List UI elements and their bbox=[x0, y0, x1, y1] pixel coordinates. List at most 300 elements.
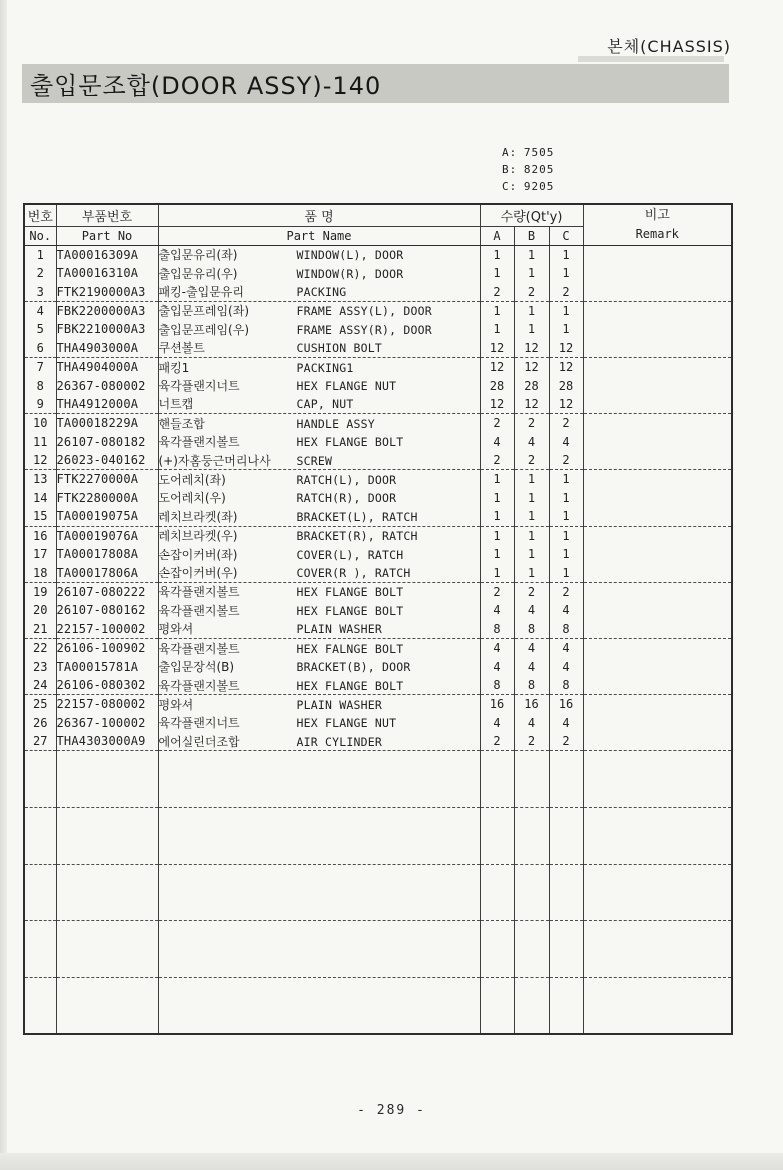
table-row bbox=[24, 245, 732, 264]
cell-part-name bbox=[158, 657, 480, 676]
cell-qty-a: 12 bbox=[480, 357, 514, 376]
part-name-korean: 레치브라켓(우) bbox=[158, 529, 238, 544]
cell-remark bbox=[583, 414, 732, 433]
cell-remark bbox=[583, 676, 732, 695]
cell-remark bbox=[583, 545, 732, 564]
part-name-korean: 육각플랜지볼트 bbox=[158, 641, 240, 656]
cell-remark bbox=[583, 695, 732, 714]
part-name-english: HEX FLANGE BOLT bbox=[296, 678, 404, 693]
cell-no: 23 bbox=[24, 657, 56, 676]
empty-cell bbox=[514, 751, 549, 808]
cell-part-no: TA00016309A bbox=[56, 245, 158, 264]
cell-no: 6 bbox=[24, 339, 56, 358]
cell-remark bbox=[583, 395, 732, 414]
cell-no: 25 bbox=[24, 695, 56, 714]
cell-qty-c: 4 bbox=[549, 432, 583, 451]
empty-cell bbox=[24, 977, 56, 1034]
cell-part-name bbox=[158, 451, 480, 470]
cell-remark bbox=[583, 245, 732, 264]
header-no-en: No. bbox=[24, 226, 56, 245]
cell-part-no: 26107-080162 bbox=[56, 601, 158, 620]
empty-cell bbox=[514, 807, 549, 864]
cell-remark bbox=[583, 357, 732, 376]
cell-qty-b: 2 bbox=[514, 414, 549, 433]
cell-qty-c: 1 bbox=[549, 563, 583, 582]
cell-qty-a: 4 bbox=[480, 657, 514, 676]
cell-remark bbox=[583, 339, 732, 358]
cell-no: 18 bbox=[24, 563, 56, 582]
empty-cell bbox=[56, 977, 158, 1034]
cell-qty-a: 16 bbox=[480, 695, 514, 714]
part-name-korean: 육각플랜지볼트 bbox=[158, 603, 240, 618]
cell-qty-a: 12 bbox=[480, 395, 514, 414]
cell-part-no: THA4903000A bbox=[56, 339, 158, 358]
cell-qty-c: 4 bbox=[549, 713, 583, 732]
empty-cell bbox=[583, 864, 732, 921]
empty-cell bbox=[549, 864, 583, 921]
empty-cell bbox=[158, 807, 480, 864]
empty-cell bbox=[549, 751, 583, 808]
part-name-english: BRACKET(B), DOOR bbox=[296, 660, 411, 675]
table-row bbox=[24, 676, 732, 695]
cell-part-no: 26023-040162 bbox=[56, 451, 158, 470]
cell-qty-c: 2 bbox=[549, 414, 583, 433]
header-qty-b: B bbox=[514, 226, 549, 245]
part-name-english: HEX FLANGE BOLT bbox=[296, 603, 404, 618]
cell-qty-b: 4 bbox=[514, 657, 549, 676]
cell-qty-b: 1 bbox=[514, 301, 549, 320]
cell-qty-b: 2 bbox=[514, 282, 549, 301]
cell-remark bbox=[583, 563, 732, 582]
part-name-english: HEX FALNGE BOLT bbox=[296, 641, 404, 656]
cell-qty-c: 8 bbox=[549, 620, 583, 639]
cell-part-no: TA00017808A bbox=[56, 545, 158, 564]
table-row bbox=[24, 432, 732, 451]
legend-item-c: C: 9205 bbox=[502, 180, 555, 193]
part-name-english: AIR CYLINDER bbox=[296, 734, 382, 749]
part-name-english: HEX FLANGE BOLT bbox=[296, 435, 404, 450]
cell-no: 19 bbox=[24, 582, 56, 601]
empty-cell bbox=[549, 921, 583, 978]
cell-qty-b: 1 bbox=[514, 245, 549, 264]
cell-part-name bbox=[158, 414, 480, 433]
cell-no: 1 bbox=[24, 245, 56, 264]
cell-qty-a: 1 bbox=[480, 470, 514, 489]
header-partno-en: Part No bbox=[56, 226, 158, 245]
table-row bbox=[24, 414, 732, 433]
cell-remark bbox=[583, 713, 732, 732]
cell-qty-b: 2 bbox=[514, 582, 549, 601]
table-row bbox=[24, 563, 732, 582]
cell-qty-b: 8 bbox=[514, 676, 549, 695]
cell-part-name bbox=[158, 713, 480, 732]
cell-qty-b: 4 bbox=[514, 713, 549, 732]
cell-qty-a: 8 bbox=[480, 676, 514, 695]
part-name-english: WINDOW(R), DOOR bbox=[296, 266, 404, 281]
cell-part-name bbox=[158, 601, 480, 620]
part-name-korean: 평와셔 bbox=[158, 622, 194, 637]
legend-item-a: A: 7505 bbox=[502, 146, 555, 159]
part-name-english: RATCH(L), DOOR bbox=[296, 472, 397, 487]
empty-cell bbox=[480, 977, 514, 1034]
cell-qty-c: 1 bbox=[549, 526, 583, 545]
part-name-english: PACKING bbox=[296, 285, 347, 300]
title-bar bbox=[22, 64, 729, 103]
part-name-korean: 도어레치(우) bbox=[158, 491, 226, 506]
cell-qty-c: 1 bbox=[549, 489, 583, 508]
part-name-english: BRACKET(L), RATCH bbox=[296, 509, 418, 524]
cell-qty-a: 1 bbox=[480, 563, 514, 582]
cell-remark bbox=[583, 451, 732, 470]
cell-no: 10 bbox=[24, 414, 56, 433]
cell-qty-b: 2 bbox=[514, 451, 549, 470]
header-remark bbox=[583, 204, 732, 245]
cell-qty-b: 28 bbox=[514, 376, 549, 395]
cell-part-no: FTK2190000A3 bbox=[56, 282, 158, 301]
cell-remark bbox=[583, 601, 732, 620]
cell-part-no: THA4303000A9 bbox=[56, 732, 158, 751]
cell-part-no: TA00019075A bbox=[56, 507, 158, 526]
cell-qty-c: 1 bbox=[549, 264, 583, 283]
cell-no: 13 bbox=[24, 470, 56, 489]
cell-qty-c: 1 bbox=[549, 245, 583, 264]
empty-cell bbox=[56, 864, 158, 921]
part-name-english: BRACKET(R), RATCH bbox=[296, 529, 418, 544]
cell-remark bbox=[583, 507, 732, 526]
cell-part-name bbox=[158, 620, 480, 639]
cell-qty-c: 16 bbox=[549, 695, 583, 714]
cell-no: 20 bbox=[24, 601, 56, 620]
cell-qty-c: 12 bbox=[549, 357, 583, 376]
table-row bbox=[24, 301, 732, 320]
part-name-korean: 패킹-출입문유리 bbox=[158, 285, 244, 300]
empty-cell bbox=[24, 807, 56, 864]
cell-qty-a: 4 bbox=[480, 638, 514, 657]
part-name-korean: 육각플랜지볼트 bbox=[158, 435, 240, 450]
cell-no: 3 bbox=[24, 282, 56, 301]
parts-table bbox=[23, 203, 733, 1035]
table-row bbox=[24, 339, 732, 358]
cell-qty-b: 1 bbox=[514, 507, 549, 526]
cell-qty-a: 4 bbox=[480, 713, 514, 732]
cell-part-no: THA4904000A bbox=[56, 357, 158, 376]
cell-qty-c: 8 bbox=[549, 676, 583, 695]
cell-qty-c: 1 bbox=[549, 470, 583, 489]
cell-part-no: 26107-080222 bbox=[56, 582, 158, 601]
header-partname-en: Part Name bbox=[158, 226, 480, 245]
cell-part-no: FBK2210000A3 bbox=[56, 320, 158, 339]
empty-cell bbox=[158, 751, 480, 808]
empty-cell bbox=[24, 864, 56, 921]
cell-part-name bbox=[158, 638, 480, 657]
empty-cell bbox=[56, 751, 158, 808]
cell-part-name bbox=[158, 395, 480, 414]
cell-remark bbox=[583, 470, 732, 489]
empty-cell bbox=[514, 977, 549, 1034]
cell-qty-a: 2 bbox=[480, 451, 514, 470]
empty-cell bbox=[514, 921, 549, 978]
part-name-korean: 너트캡 bbox=[158, 397, 194, 412]
part-name-english: CUSHION BOLT bbox=[296, 341, 382, 356]
part-name-english: FRAME ASSY(L), DOOR bbox=[296, 304, 432, 319]
cell-remark bbox=[583, 732, 732, 751]
cell-no: 14 bbox=[24, 489, 56, 508]
empty-cell bbox=[158, 921, 480, 978]
cell-remark bbox=[583, 432, 732, 451]
part-name-korean: 출입문유리(우) bbox=[158, 266, 238, 281]
cell-qty-a: 2 bbox=[480, 732, 514, 751]
part-name-korean: (+)자홈둥근머리나사 bbox=[158, 453, 271, 468]
cell-qty-a: 2 bbox=[480, 414, 514, 433]
cell-qty-b: 12 bbox=[514, 395, 549, 414]
cell-qty-c: 4 bbox=[549, 638, 583, 657]
cell-remark bbox=[583, 320, 732, 339]
section-label: 본체(CHASSIS) bbox=[607, 37, 731, 56]
legend-item-b: B: 8205 bbox=[502, 163, 555, 176]
cell-part-no: FTK2280000A bbox=[56, 489, 158, 508]
cell-part-no: TA00017806A bbox=[56, 563, 158, 582]
part-name-korean: 에어실린더조합 bbox=[158, 734, 240, 749]
cell-qty-a: 1 bbox=[480, 507, 514, 526]
part-name-korean: 육각플랜지너트 bbox=[158, 379, 240, 393]
cell-qty-b: 4 bbox=[514, 601, 549, 620]
cell-no: 21 bbox=[24, 620, 56, 639]
part-name-english: CAP, NUT bbox=[296, 397, 354, 412]
header-partname-kr: 품 명 bbox=[158, 204, 480, 226]
part-name-korean: 육각플랜지볼트 bbox=[158, 678, 240, 693]
table-row bbox=[24, 395, 732, 414]
cell-remark bbox=[583, 620, 732, 639]
scan-edge-bottom bbox=[0, 1153, 783, 1170]
cell-qty-c: 12 bbox=[549, 339, 583, 358]
table-row bbox=[24, 282, 732, 301]
cell-part-no: FTK2270000A bbox=[56, 470, 158, 489]
table-row bbox=[24, 713, 732, 732]
empty-cell bbox=[56, 921, 158, 978]
cell-qty-c: 2 bbox=[549, 451, 583, 470]
qty-legend bbox=[502, 144, 554, 195]
empty-cell bbox=[480, 921, 514, 978]
cell-remark bbox=[583, 526, 732, 545]
table-row bbox=[24, 732, 732, 751]
cell-part-name bbox=[158, 376, 480, 395]
cell-remark bbox=[583, 657, 732, 676]
empty-cell bbox=[56, 807, 158, 864]
cell-qty-b: 12 bbox=[514, 339, 549, 358]
cell-qty-b: 1 bbox=[514, 320, 549, 339]
cell-part-name bbox=[158, 282, 480, 301]
cell-qty-b: 1 bbox=[514, 264, 549, 283]
cell-part-name bbox=[158, 357, 480, 376]
empty-cell bbox=[583, 751, 732, 808]
cell-no: 27 bbox=[24, 732, 56, 751]
part-name-english: WINDOW(L), DOOR bbox=[296, 248, 404, 263]
header-qty-c: C bbox=[549, 226, 583, 245]
cell-qty-b: 12 bbox=[514, 357, 549, 376]
cell-no: 11 bbox=[24, 432, 56, 451]
cell-part-no: TA00018229A bbox=[56, 414, 158, 433]
table-row bbox=[24, 320, 732, 339]
part-name-korean: 평와셔 bbox=[158, 697, 194, 712]
part-name-korean: 출입문프레임(우) bbox=[158, 322, 250, 337]
cell-no: 15 bbox=[24, 507, 56, 526]
header-remark-kr: 비고 bbox=[644, 208, 670, 224]
cell-no: 9 bbox=[24, 395, 56, 414]
part-name-english: SCREW bbox=[296, 453, 333, 468]
cell-part-no: FBK2200000A3 bbox=[56, 301, 158, 320]
cell-no: 16 bbox=[24, 526, 56, 545]
part-name-english: HANDLE ASSY bbox=[296, 416, 375, 431]
header-no-kr: 번호 bbox=[24, 204, 56, 226]
empty-table-row bbox=[24, 807, 732, 864]
table-row bbox=[24, 489, 732, 508]
part-name-korean: 핸들조합 bbox=[158, 416, 205, 431]
cell-qty-b: 1 bbox=[514, 563, 549, 582]
part-name-english: RATCH(R), DOOR bbox=[296, 491, 397, 506]
empty-table-row bbox=[24, 751, 732, 808]
page-number: - 289 - bbox=[357, 1103, 426, 1118]
cell-qty-b: 1 bbox=[514, 526, 549, 545]
cell-remark bbox=[583, 638, 732, 657]
cell-qty-b: 16 bbox=[514, 695, 549, 714]
cell-qty-b: 4 bbox=[514, 638, 549, 657]
part-name-korean: 육각플랜지너트 bbox=[158, 716, 240, 731]
cell-no: 8 bbox=[24, 376, 56, 395]
table-row bbox=[24, 638, 732, 657]
cell-part-name bbox=[158, 526, 480, 545]
cell-part-no: TA00019076A bbox=[56, 526, 158, 545]
cell-part-name bbox=[158, 676, 480, 695]
cell-part-no: TA00016310A bbox=[56, 264, 158, 283]
empty-cell bbox=[480, 807, 514, 864]
empty-cell bbox=[583, 921, 732, 978]
table-row bbox=[24, 357, 732, 376]
table-row bbox=[24, 620, 732, 639]
cell-part-name bbox=[158, 301, 480, 320]
part-name-korean: 도어레치(좌) bbox=[158, 472, 226, 487]
empty-cell bbox=[158, 864, 480, 921]
scan-edge-left bbox=[0, 0, 7, 1170]
cell-part-name bbox=[158, 582, 480, 601]
cell-part-no: 22157-100002 bbox=[56, 620, 158, 639]
cell-qty-c: 4 bbox=[549, 601, 583, 620]
cell-no: 24 bbox=[24, 676, 56, 695]
cell-part-name bbox=[158, 563, 480, 582]
cell-qty-c: 4 bbox=[549, 657, 583, 676]
table-row bbox=[24, 451, 732, 470]
part-name-english: HEX FLANGE NUT bbox=[296, 716, 397, 731]
cell-remark bbox=[583, 282, 732, 301]
empty-cell bbox=[549, 977, 583, 1034]
part-name-english: HEX FLANGE BOLT bbox=[296, 585, 404, 600]
cell-part-no: TA00015781A bbox=[56, 657, 158, 676]
cell-qty-b: 1 bbox=[514, 545, 549, 564]
cell-qty-c: 12 bbox=[549, 395, 583, 414]
table-row bbox=[24, 376, 732, 395]
cell-qty-a: 1 bbox=[480, 545, 514, 564]
cell-qty-a: 12 bbox=[480, 339, 514, 358]
header-qty: 수량(Qt'y) bbox=[480, 204, 583, 226]
cell-qty-b: 2 bbox=[514, 732, 549, 751]
cell-part-no: 26106-100902 bbox=[56, 638, 158, 657]
empty-cell bbox=[549, 807, 583, 864]
cell-part-name bbox=[158, 264, 480, 283]
cell-qty-a: 1 bbox=[480, 245, 514, 264]
cell-part-name bbox=[158, 339, 480, 358]
cell-no: 4 bbox=[24, 301, 56, 320]
cell-remark bbox=[583, 376, 732, 395]
cell-qty-c: 2 bbox=[549, 732, 583, 751]
cell-part-name bbox=[158, 695, 480, 714]
part-name-korean: 출입문유리(좌) bbox=[158, 248, 238, 263]
header-qty-a: A bbox=[480, 226, 514, 245]
cell-remark bbox=[583, 301, 732, 320]
cell-part-name bbox=[158, 245, 480, 264]
cell-no: 22 bbox=[24, 638, 56, 657]
table-row bbox=[24, 601, 732, 620]
cell-part-name bbox=[158, 732, 480, 751]
cell-qty-c: 2 bbox=[549, 282, 583, 301]
cell-no: 5 bbox=[24, 320, 56, 339]
part-name-english: PLAIN WASHER bbox=[296, 622, 382, 637]
cell-remark bbox=[583, 582, 732, 601]
cell-part-no: 26367-080002 bbox=[56, 376, 158, 395]
part-name-korean: 손잡이커버(우) bbox=[158, 566, 238, 581]
cell-qty-c: 1 bbox=[549, 320, 583, 339]
cell-qty-a: 8 bbox=[480, 620, 514, 639]
cell-part-no: 26107-080182 bbox=[56, 432, 158, 451]
part-name-english: COVER(L), RATCH bbox=[296, 547, 404, 562]
cell-qty-a: 4 bbox=[480, 432, 514, 451]
empty-table-row bbox=[24, 864, 732, 921]
cell-part-no: 22157-080002 bbox=[56, 695, 158, 714]
header-remark-en: Remark bbox=[635, 227, 679, 242]
cell-part-name bbox=[158, 489, 480, 508]
empty-cell bbox=[480, 864, 514, 921]
cell-part-name bbox=[158, 545, 480, 564]
part-name-korean: 패킹1 bbox=[158, 360, 190, 375]
empty-cell bbox=[24, 751, 56, 808]
cell-part-name bbox=[158, 507, 480, 526]
cell-qty-b: 1 bbox=[514, 470, 549, 489]
page-title: 출입문조합(DOOR ASSY)-140 bbox=[30, 72, 382, 100]
empty-table-row bbox=[24, 977, 732, 1034]
cell-qty-a: 1 bbox=[480, 301, 514, 320]
part-name-english: PACKING1 bbox=[296, 360, 354, 375]
cell-qty-a: 28 bbox=[480, 376, 514, 395]
cell-qty-a: 1 bbox=[480, 489, 514, 508]
cell-qty-b: 4 bbox=[514, 432, 549, 451]
cell-remark bbox=[583, 264, 732, 283]
table-row bbox=[24, 695, 732, 714]
empty-cell bbox=[480, 751, 514, 808]
part-name-korean: 쿠션볼트 bbox=[158, 341, 205, 356]
part-name-korean: 손잡이커버(좌) bbox=[158, 547, 238, 562]
cell-qty-a: 1 bbox=[480, 320, 514, 339]
cell-qty-a: 1 bbox=[480, 264, 514, 283]
cell-qty-a: 2 bbox=[480, 582, 514, 601]
cell-part-no: 26367-100002 bbox=[56, 713, 158, 732]
cell-qty-c: 2 bbox=[549, 582, 583, 601]
part-name-english: COVER(R ), RATCH bbox=[296, 566, 411, 581]
cell-qty-a: 4 bbox=[480, 601, 514, 620]
cell-no: 17 bbox=[24, 545, 56, 564]
part-name-english: HEX FLANGE NUT bbox=[296, 379, 397, 393]
part-name-korean: 육각플랜지볼트 bbox=[158, 585, 240, 600]
cell-part-no: 26106-080302 bbox=[56, 676, 158, 695]
cell-remark bbox=[583, 489, 732, 508]
cell-part-no: THA4912000A bbox=[56, 395, 158, 414]
